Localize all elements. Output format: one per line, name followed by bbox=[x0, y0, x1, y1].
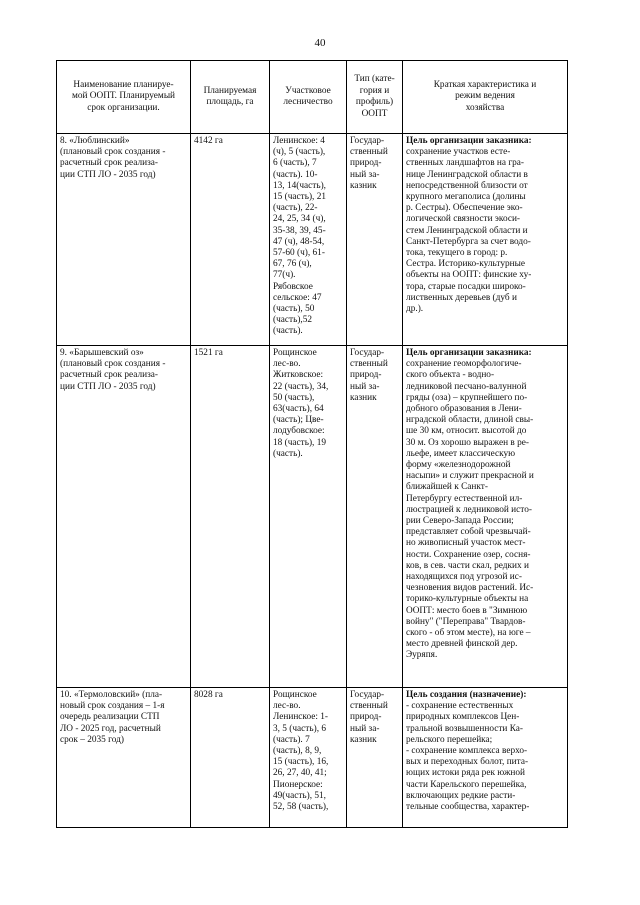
row-name: 10. «Термоловский» (пла- новый срок создания – 1-я очередь реализации СТП ЛО - 2025 год, расчетный срок – 2035 год) bbox=[57, 688, 191, 828]
row-goal: Цель организации заказника: bbox=[406, 136, 532, 146]
row-forestry: Рощинское лес-во. Ленинское: 1- 3, 5 (часть), 6 (часть). 7 (часть), 8, 9, 15 (часть), 16, 26, 27, 40, 41; Пионерское: 49(часть), 51, 52, 58 (часть), bbox=[273, 690, 329, 813]
row-goal: Цель организации заказника: bbox=[406, 348, 532, 358]
row-characteristic bbox=[403, 688, 568, 828]
row-goal: Цель создания (назначение): bbox=[406, 690, 527, 700]
table-row bbox=[57, 134, 568, 346]
row-forestry: Ленинское: 4 (ч), 5 (часть), 6 (часть), 7 (часть). 10- 13, 14(часть), 15 (часть), 21 (часть), 22- 24, 25, 34 (ч), 35-38, 39, 45- 47 (ч), 48-54, 57-60 (ч), 61- 67, 76 (ч), 77(ч). Рябовское сельское: 47 (часть), 50 (часть),52 (часть). bbox=[270, 134, 347, 346]
row-forestry: Рощинское лес-во. Житковское: 22 (часть), 34, 50 (часть), 63(часть), 64 (часть); Цвe- лодубовское: 18 (часть), 19 (часть). bbox=[270, 346, 347, 688]
row-type: Государ- ственный природ- ный за- казник bbox=[347, 688, 403, 828]
header-name: Наименование планируе- мой ООПТ. Планируемый срок организации. bbox=[57, 61, 191, 134]
row-type: Государ- ственный природ- ный за- казник bbox=[347, 134, 403, 346]
row-characteristic bbox=[403, 346, 568, 688]
table-header-row bbox=[57, 61, 568, 134]
oopt-table bbox=[56, 60, 568, 828]
row-area: 8028 га bbox=[191, 688, 270, 828]
header-characteristic: Краткая характеристика и режим ведения хозяйства bbox=[403, 61, 568, 134]
row-name: 8. «Люблинский» (плановый срок создания - расчетный срок реализа- ции СТП ЛО - 2035 год) bbox=[57, 134, 191, 346]
row-area: 1521 га bbox=[191, 346, 270, 688]
row-characteristic-text: сохранение участков есте- ственных ландшафтов на гра- нице Ленинградской области в непосредственной близости от крупного мегаполиса (долины р. Сестры). Обеспечение эко- логической связности экоси- стем Ленинградской области и Санкт-Петербурга за счет водо- тока, текущего в город: р. Сестра. Историко-культурные объекты на ООПТ: финские ху- тора, старые посадки широко- лиственных деревьев (дуб и др.). bbox=[406, 147, 532, 315]
row-area: 4142 га bbox=[191, 134, 270, 346]
header-forestry: Участковое лесничество bbox=[270, 61, 347, 134]
row-name: 9. «Барышевский оз» (плановый срок создания - расчетный срок реализа- ции СТП ЛО - 2035 год) bbox=[57, 346, 191, 688]
row-forestry-cell bbox=[270, 688, 347, 828]
row-characteristic bbox=[403, 134, 568, 346]
table-row bbox=[57, 688, 568, 828]
row-type: Государ- ственный природ- ный за- казник bbox=[347, 346, 403, 688]
header-area: Планируемая площадь, га bbox=[191, 61, 270, 134]
page-number: 40 bbox=[314, 37, 326, 49]
row-characteristic-text: сохранение геоморфологиче- ского объекта - водно- ледниковой песчано-валунной гряды (оза) – крупнейшего по- добного образования в Лени- нградской области, длиной свы- ше 30 км, относит. высотой до 30 м. Оз хорошо выражен в ре- льефе, имеет классическую форму «железнодорожной насыпи» и служит прекрасной и ближайшей к Санкт- Петербургу естественной ил- люстрацией к ледниковой исто- рии Северо-Запада России; представляет собой чрезвычай- но живописный участок мест- ности. Сохранение озер, сосня- ков, в сев. части скал, редких и находящихся под угрозой ис- чезновения видов растений. Ис- торико-культурные объекты на ООПТ: место боев в "Зимнюю войну" ("Переправа" Твардов- ского - об этом месте), на юге – место древней финской дер. Эуряпя. bbox=[406, 359, 534, 661]
header-type: Тип (кате- гория и профиль) ООПТ bbox=[347, 61, 403, 134]
row-characteristic-text: - сохранение естественных природных комплексов Цен- тральной возвышенности Ка- рельского перешейка; - сохранение комплекса верхо- вых и переходных болот, пита- ющих истоки ряда рек южной части Карельского перешейка, включающих редкие расти- тельные сообщества, характер- bbox=[406, 701, 530, 813]
table-row bbox=[57, 346, 568, 688]
